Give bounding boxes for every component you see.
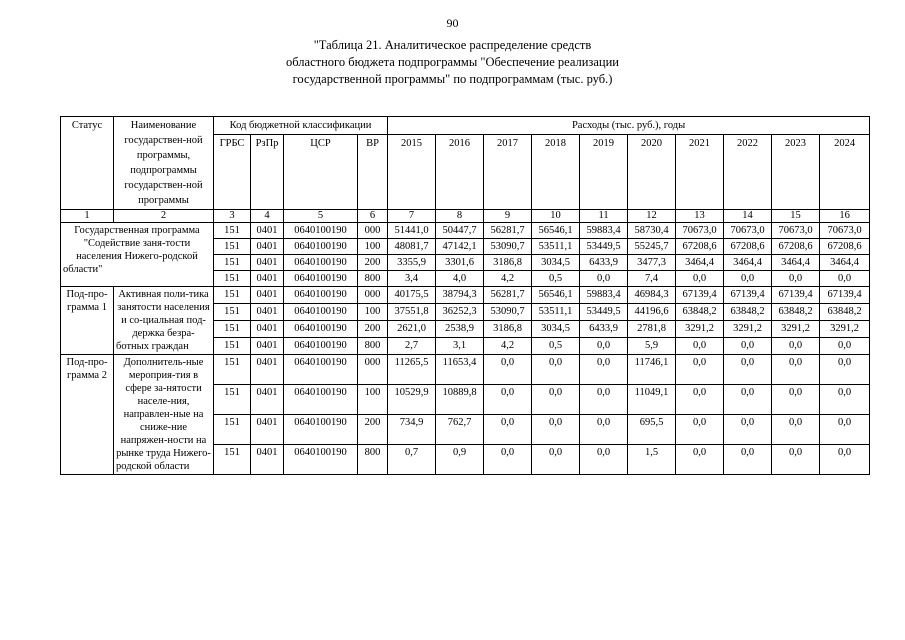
table-cell: 1,5 (628, 445, 676, 475)
table-cell: 0640100190 (284, 385, 358, 415)
table-cell: 70673,0 (820, 223, 870, 239)
table-cell: 37551,8 (388, 304, 436, 321)
table-cell: 0640100190 (284, 304, 358, 321)
table-cell: 53511,1 (532, 239, 580, 255)
table-cell: 67139,4 (772, 287, 820, 304)
table-cell: 151 (214, 355, 251, 385)
table-cell: 11265,5 (388, 355, 436, 385)
header-year: 2019 (580, 135, 628, 210)
table-cell: 151 (214, 445, 251, 475)
table-cell: 3301,6 (436, 255, 484, 271)
table-cell: 0640100190 (284, 338, 358, 355)
table-cell: 70673,0 (724, 223, 772, 239)
table-cell: 10529,9 (388, 385, 436, 415)
table-cell: 53449,5 (580, 239, 628, 255)
table-cell: 0,0 (532, 445, 580, 475)
table-cell: 44196,6 (628, 304, 676, 321)
table-cell: 200 (358, 321, 388, 338)
table-cell: 0,0 (724, 271, 772, 287)
column-number: 10 (532, 210, 580, 223)
column-number: 15 (772, 210, 820, 223)
table-cell: 0640100190 (284, 321, 358, 338)
table-cell: 3464,4 (676, 255, 724, 271)
table-cell: 0640100190 (284, 355, 358, 385)
column-number: 2 (114, 210, 214, 223)
table-cell: 0,0 (484, 445, 532, 475)
table-cell: 67208,6 (724, 239, 772, 255)
table-cell: 67139,4 (724, 287, 772, 304)
table-cell: 0,0 (772, 385, 820, 415)
header-code-group: Код бюджетной классификации (214, 117, 388, 135)
header-year: 2021 (676, 135, 724, 210)
table-cell: 151 (214, 415, 251, 445)
table-cell: 0,0 (580, 415, 628, 445)
table-cell: 3464,4 (820, 255, 870, 271)
table-cell: 56281,7 (484, 223, 532, 239)
table-cell: 0,0 (724, 445, 772, 475)
table-cell: 3291,2 (676, 321, 724, 338)
table-cell: 0,7 (388, 445, 436, 475)
table-title (0, 37, 905, 88)
table-cell: 2538,9 (436, 321, 484, 338)
row-status: Под-про-грамма 1 (61, 287, 114, 355)
table-cell: 3477,3 (628, 255, 676, 271)
table-cell: 0,0 (820, 271, 870, 287)
table-cell: 0401 (251, 304, 284, 321)
table-cell: 4,0 (436, 271, 484, 287)
row-name: Дополнитель-ные мероприя-тия в сфере за-нятости населе-ния, направлен-ные на сниже-ние напряжен-ности на рынке труда Нижего-родской области (114, 355, 214, 475)
table-cell: 5,9 (628, 338, 676, 355)
table-cell: 0,0 (820, 445, 870, 475)
table-cell: 58730,4 (628, 223, 676, 239)
table-cell: 53090,7 (484, 304, 532, 321)
header-grbs: ГРБС (214, 135, 251, 210)
table-cell: 0401 (251, 321, 284, 338)
table-cell: 0,0 (820, 385, 870, 415)
table-cell: 0640100190 (284, 271, 358, 287)
table-cell: 734,9 (388, 415, 436, 445)
table-cell: 10889,8 (436, 385, 484, 415)
table-cell: 800 (358, 271, 388, 287)
table-cell: 55245,7 (628, 239, 676, 255)
table-cell: 0,0 (484, 385, 532, 415)
column-number: 6 (358, 210, 388, 223)
table-cell: 200 (358, 415, 388, 445)
table-cell: 0,5 (532, 338, 580, 355)
table-cell: 0,0 (580, 355, 628, 385)
table-cell: 0,0 (676, 338, 724, 355)
table-body (61, 117, 870, 475)
table-cell: 63848,2 (820, 304, 870, 321)
column-number: 13 (676, 210, 724, 223)
table-cell: 0401 (251, 223, 284, 239)
table-cell: 000 (358, 223, 388, 239)
table-cell: 4,2 (484, 338, 532, 355)
table-cell: 0401 (251, 287, 284, 304)
table-cell: 53449,5 (580, 304, 628, 321)
table-cell: 70673,0 (772, 223, 820, 239)
table-cell: 800 (358, 338, 388, 355)
table-cell: 67139,4 (820, 287, 870, 304)
header-year: 2016 (436, 135, 484, 210)
table-cell: 0,0 (580, 338, 628, 355)
table-cell: 0640100190 (284, 287, 358, 304)
table-cell: 3291,2 (820, 321, 870, 338)
table-cell: 200 (358, 255, 388, 271)
table-cell: 11653,4 (436, 355, 484, 385)
header-row (61, 117, 870, 135)
table-cell: 67208,6 (772, 239, 820, 255)
table-cell: 0401 (251, 385, 284, 415)
column-number: 16 (820, 210, 870, 223)
table-row (61, 223, 870, 239)
table-cell: 67208,6 (676, 239, 724, 255)
column-number: 4 (251, 210, 284, 223)
table-cell: 0,0 (724, 355, 772, 385)
table-cell: 56281,7 (484, 287, 532, 304)
table-cell: 151 (214, 287, 251, 304)
table-cell: 2,7 (388, 338, 436, 355)
table-cell: 0,0 (676, 355, 724, 385)
header-year: 2022 (724, 135, 772, 210)
column-number: 5 (284, 210, 358, 223)
column-number: 14 (724, 210, 772, 223)
table-cell: 0,0 (532, 385, 580, 415)
title-line: областного бюджета подпрограммы "Обеспечение реализации (286, 55, 619, 69)
table-cell: 67208,6 (820, 239, 870, 255)
table-cell: 3291,2 (772, 321, 820, 338)
table-cell: 0,0 (820, 338, 870, 355)
table-cell: 51441,0 (388, 223, 436, 239)
table-cell: 63848,2 (724, 304, 772, 321)
table-cell: 0,0 (820, 415, 870, 445)
header-csr: ЦСР (284, 135, 358, 210)
table-cell: 50447,7 (436, 223, 484, 239)
table-cell: 0640100190 (284, 445, 358, 475)
header-rzpr: РзПр (251, 135, 284, 210)
column-number: 7 (388, 210, 436, 223)
table-cell: 800 (358, 445, 388, 475)
table-cell: 151 (214, 385, 251, 415)
title-line: "Таблица 21. Аналитическое распределение средств (313, 38, 592, 52)
table-cell: 0640100190 (284, 239, 358, 255)
row-name: Активная поли-тика занятости населения и со-циальная под-держка безра-ботных граждан (114, 287, 214, 355)
table-cell: 4,2 (484, 271, 532, 287)
header-year: 2015 (388, 135, 436, 210)
table-cell: 0401 (251, 239, 284, 255)
table-cell: 0,5 (532, 271, 580, 287)
table-cell: 7,4 (628, 271, 676, 287)
table-cell: 56546,1 (532, 223, 580, 239)
row-name: Государственная программа "Содействие заня-тости населения Нижего-родской области" (61, 223, 214, 287)
table-cell: 6433,9 (580, 255, 628, 271)
table-row (61, 287, 870, 304)
budget-table (60, 116, 870, 475)
table-cell: 0,0 (580, 385, 628, 415)
table-cell: 151 (214, 321, 251, 338)
table-cell: 0,0 (676, 415, 724, 445)
table-cell: 151 (214, 304, 251, 321)
table-cell: 0,0 (484, 415, 532, 445)
header-year: 2020 (628, 135, 676, 210)
table-cell: 0,0 (580, 445, 628, 475)
table-cell: 695,5 (628, 415, 676, 445)
table-cell: 0,0 (772, 415, 820, 445)
page-number: 90 (446, 16, 459, 30)
table-row (61, 355, 870, 385)
table-cell: 0,0 (772, 271, 820, 287)
table-cell: 100 (358, 304, 388, 321)
table-cell: 11049,1 (628, 385, 676, 415)
table-cell: 2781,8 (628, 321, 676, 338)
column-number-row (61, 210, 870, 223)
table-cell: 0,0 (724, 415, 772, 445)
column-number: 12 (628, 210, 676, 223)
table-cell: 0401 (251, 255, 284, 271)
table-cell: 0,0 (676, 445, 724, 475)
table-cell: 38794,3 (436, 287, 484, 304)
table-cell: 151 (214, 338, 251, 355)
table-cell: 3464,4 (772, 255, 820, 271)
table-cell: 100 (358, 239, 388, 255)
table-cell: 70673,0 (676, 223, 724, 239)
table-cell: 0,0 (772, 445, 820, 475)
table-cell: 3186,8 (484, 321, 532, 338)
table-cell: 151 (214, 239, 251, 255)
table-cell: 0640100190 (284, 415, 358, 445)
table-cell: 151 (214, 223, 251, 239)
table-cell: 59883,4 (580, 223, 628, 239)
title-line: государственной программы" по подпрограммам (тыс. руб.) (292, 72, 613, 86)
table-cell: 151 (214, 271, 251, 287)
header-expenses: Расходы (тыс. руб.), годы (388, 117, 870, 135)
table-cell: 2621,0 (388, 321, 436, 338)
table-cell: 3034,5 (532, 255, 580, 271)
table-cell: 53090,7 (484, 239, 532, 255)
table-cell: 40175,5 (388, 287, 436, 304)
table-cell: 53511,1 (532, 304, 580, 321)
table-cell: 63848,2 (676, 304, 724, 321)
table-cell: 0,0 (772, 338, 820, 355)
table-cell: 0,0 (772, 355, 820, 385)
table-cell: 0,0 (724, 385, 772, 415)
table-cell: 3291,2 (724, 321, 772, 338)
table-cell: 0,0 (676, 271, 724, 287)
table-cell: 36252,3 (436, 304, 484, 321)
table-cell: 59883,4 (580, 287, 628, 304)
table-cell: 3464,4 (724, 255, 772, 271)
header-year: 2018 (532, 135, 580, 210)
table-cell: 0,0 (532, 355, 580, 385)
header-status: Статус (61, 117, 114, 210)
table-cell: 0,9 (436, 445, 484, 475)
table-cell: 47142,1 (436, 239, 484, 255)
table-cell: 0,0 (676, 385, 724, 415)
table-cell: 151 (214, 255, 251, 271)
table-cell: 0,0 (724, 338, 772, 355)
header-year: 2023 (772, 135, 820, 210)
table-cell: 0640100190 (284, 255, 358, 271)
header-vr: ВР (358, 135, 388, 210)
table-cell: 100 (358, 385, 388, 415)
column-number: 8 (436, 210, 484, 223)
table-cell: 3,4 (388, 271, 436, 287)
table-cell: 000 (358, 355, 388, 385)
table-cell: 67139,4 (676, 287, 724, 304)
table-cell: 0,0 (580, 271, 628, 287)
table-cell: 0401 (251, 338, 284, 355)
column-number: 1 (61, 210, 114, 223)
table-cell: 48081,7 (388, 239, 436, 255)
table-cell: 0401 (251, 445, 284, 475)
row-status: Под-про-грамма 2 (61, 355, 114, 475)
header-year: 2024 (820, 135, 870, 210)
table-cell: 0640100190 (284, 223, 358, 239)
table-cell: 000 (358, 287, 388, 304)
column-number: 9 (484, 210, 532, 223)
table-cell: 3034,5 (532, 321, 580, 338)
table-cell: 762,7 (436, 415, 484, 445)
table-cell: 0401 (251, 355, 284, 385)
table-cell: 3,1 (436, 338, 484, 355)
table-cell: 56546,1 (532, 287, 580, 304)
table-cell: 3186,8 (484, 255, 532, 271)
table-cell: 0401 (251, 415, 284, 445)
header-name: Наименование государствен-ной программы, подпрограммы государствен-ной программы (114, 117, 214, 210)
table-cell: 0,0 (484, 355, 532, 385)
table-cell: 46984,3 (628, 287, 676, 304)
table-cell: 0,0 (532, 415, 580, 445)
table-cell: 3355,9 (388, 255, 436, 271)
table-cell: 0,0 (820, 355, 870, 385)
table-cell: 0401 (251, 271, 284, 287)
column-number: 11 (580, 210, 628, 223)
column-number: 3 (214, 210, 251, 223)
table-cell: 11746,1 (628, 355, 676, 385)
table-cell: 6433,9 (580, 321, 628, 338)
table-cell: 63848,2 (772, 304, 820, 321)
header-year: 2017 (484, 135, 532, 210)
